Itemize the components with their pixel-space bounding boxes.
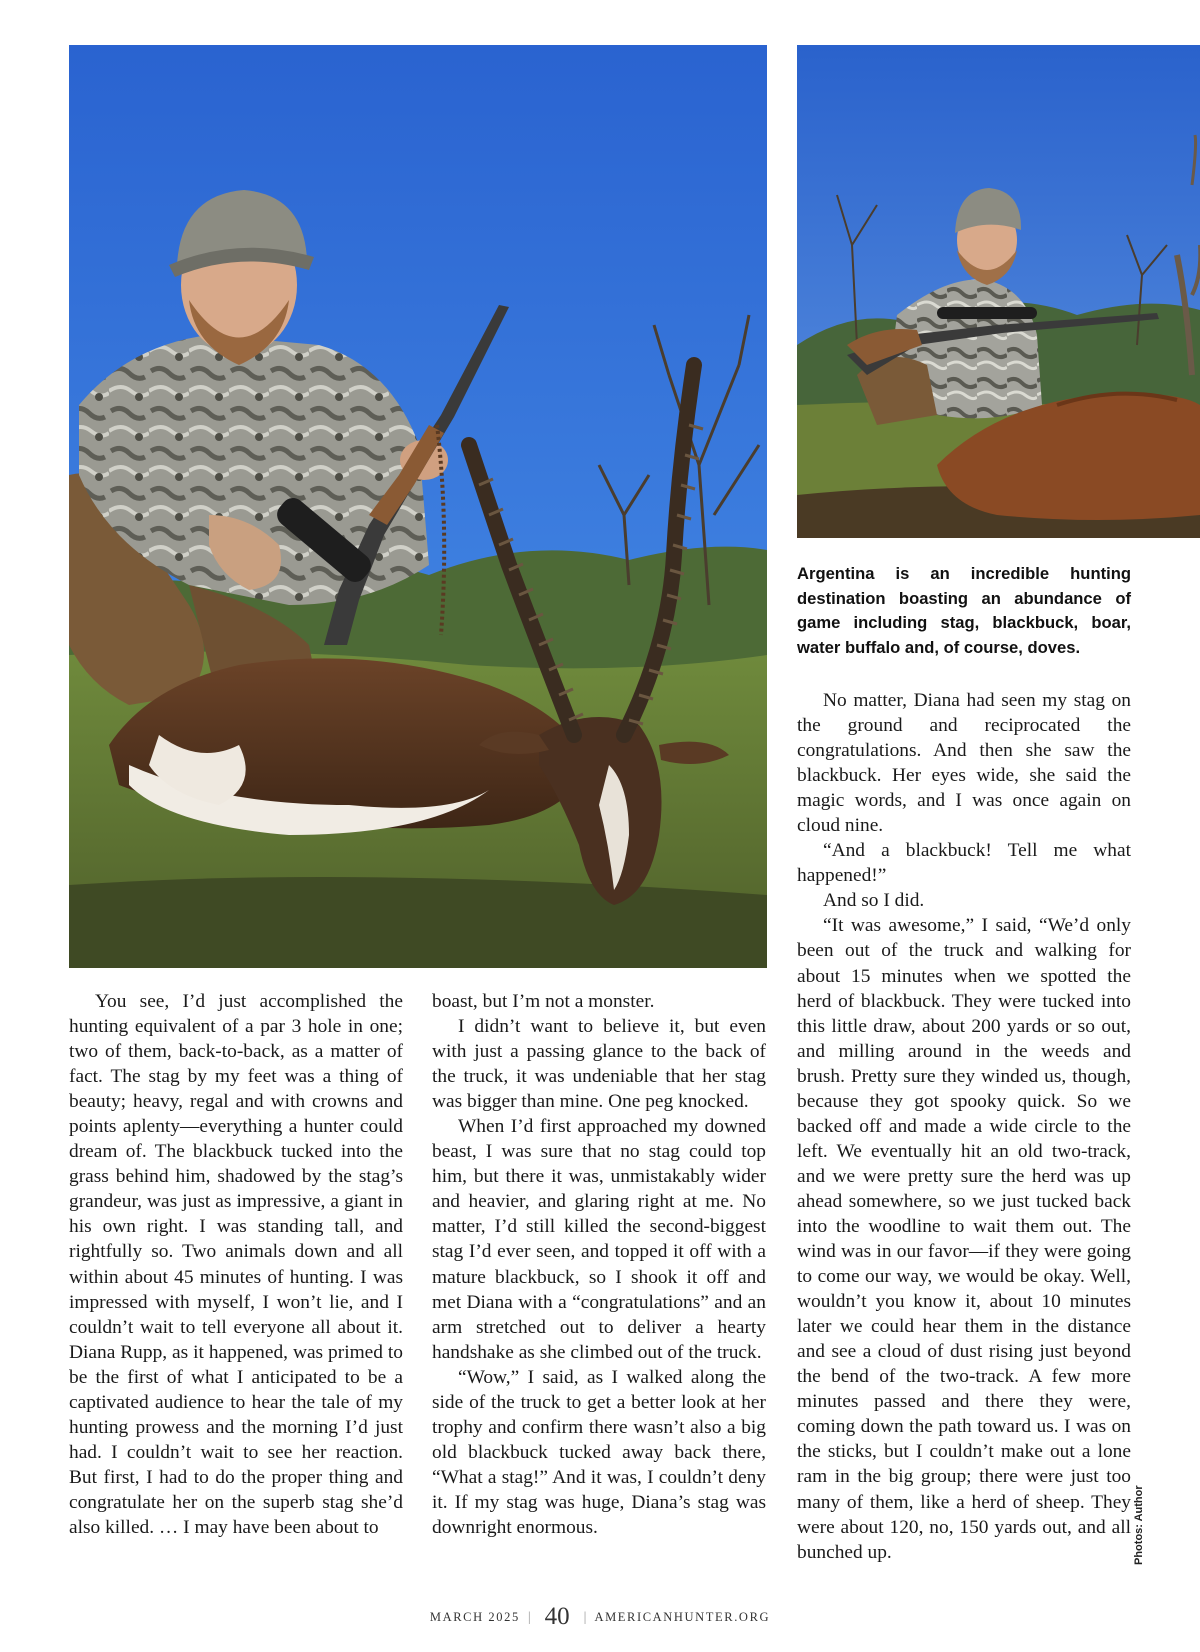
paragraph: boast, but I’m not a monster. xyxy=(432,991,655,1012)
paragraph: And so I did. xyxy=(823,890,925,912)
paragraph: I didn’t want to believe it, but even with just a passing glance to the back of the truck, it was undeniable that her stag was bigger than mine. One peg knocked. xyxy=(432,1016,766,1113)
folio-divider: | xyxy=(527,1610,531,1625)
photo-caption: Argentina is an incredible hunting destination boasting an abundance of game including stag, blackbuck, boar, water buffalo and, of course, doves. xyxy=(797,564,1131,657)
paragraph: You see, I’d just accomplished the hunting equivalent of a par 3 hole in one; two of them, back-to-back, as a matter of fact. The stag by my feet was a thing of beauty; heavy, regal and with crowns and points aplenty—everything a hunter could dream of. The blackbuck tucked into the grass behind him, shadowed by the stag’s grandeur, was just as impressive, a giant in his own right. I was standing tall, and rightfully so. Two animals down and all within about 45 minutes of hunting. I was impressed with myself, I won’t lie, and I couldn’t wait to tell everyone all about it. Diana Rupp, as it happened, was primed to be the first of what I anticipated to be a captivated audience to hear the tale of my hunting prowess and the morning I’d just had. I couldn’t wait to see her reaction. But first, I had to do the proper thing and congratulate her on the superb stag she’d also killed. … I may have been about to xyxy=(69,991,403,1538)
paragraph: “And a blackbuck! Tell me what happened!” xyxy=(797,840,1131,887)
page-folio xyxy=(0,1603,1200,1631)
blackbuck-photo xyxy=(69,45,767,968)
photo-credit: Photos: Author xyxy=(1133,1485,1145,1565)
stag-photo xyxy=(797,45,1200,538)
website-url: AMERICANHUNTER.ORG xyxy=(594,1610,771,1624)
paragraph: When I’d first approached my downed beast, I was sure that no stag could top him, but there it was, unmistakably wider and heavier, and glaring right at me. No matter, I’d still killed the second-biggest stag I’d ever seen, and topped it off with a mature blackbuck, so I shook it off and met Diana with a “congratulations” and an arm stretched out to deliver a hearty handshake as she climbed out of the truck. xyxy=(432,1116,766,1363)
article-column-1 xyxy=(69,989,403,1540)
article-column-3 xyxy=(797,688,1131,1565)
issue-date: MARCH 2025 xyxy=(429,1610,520,1624)
paragraph: No matter, Diana had seen my stag on the ground and reciprocated the congratulations. And then she saw the blackbuck. Her eyes wide, she said the magic words, and I was once again on cloud nine. xyxy=(797,690,1131,837)
paragraph: “Wow,” I said, as I walked along the side of the truck to get a better look at her trophy and confirm there wasn’t also a big old blackbuck tucked away back there, “What a stag!” And it was, I couldn’t deny it. If my stag was huge, Diana’s stag was downright enormous. xyxy=(432,1366,766,1538)
folio-divider: | xyxy=(583,1610,587,1625)
article-column-2 xyxy=(432,989,766,1540)
page-number: 40 xyxy=(544,1603,570,1630)
paragraph: “It was awesome,” I said, “We’d only been out of the truck and walking for about 15 minutes when we spotted the herd of blackbuck. They were tucked into this little draw, about 200 yards or so out, and milling around in the weeds and brush. Pretty sure they winded us, though, because they got spooky quick. So we backed off and made a wide circle to the left. We eventually hit an old two-track, and we were pretty sure the herd was up ahead somewhere, so we just tucked back into the woodline to wait them out. The wind was in our favor—if they were going to come our way, we would be okay. Well, wouldn’t you know it, about 10 minutes later we could hear them in the distance and see a cloud of dust rising just beyond the bend of the two-track. A few more minutes passed and there they were, coming down the path toward us. I was on the sticks, but I couldn’t make out a lone ram in the big group; there were just too many of them, like a herd of sheep. They were about 120, no, 150 yards out, and all bunched up. xyxy=(797,915,1131,1563)
